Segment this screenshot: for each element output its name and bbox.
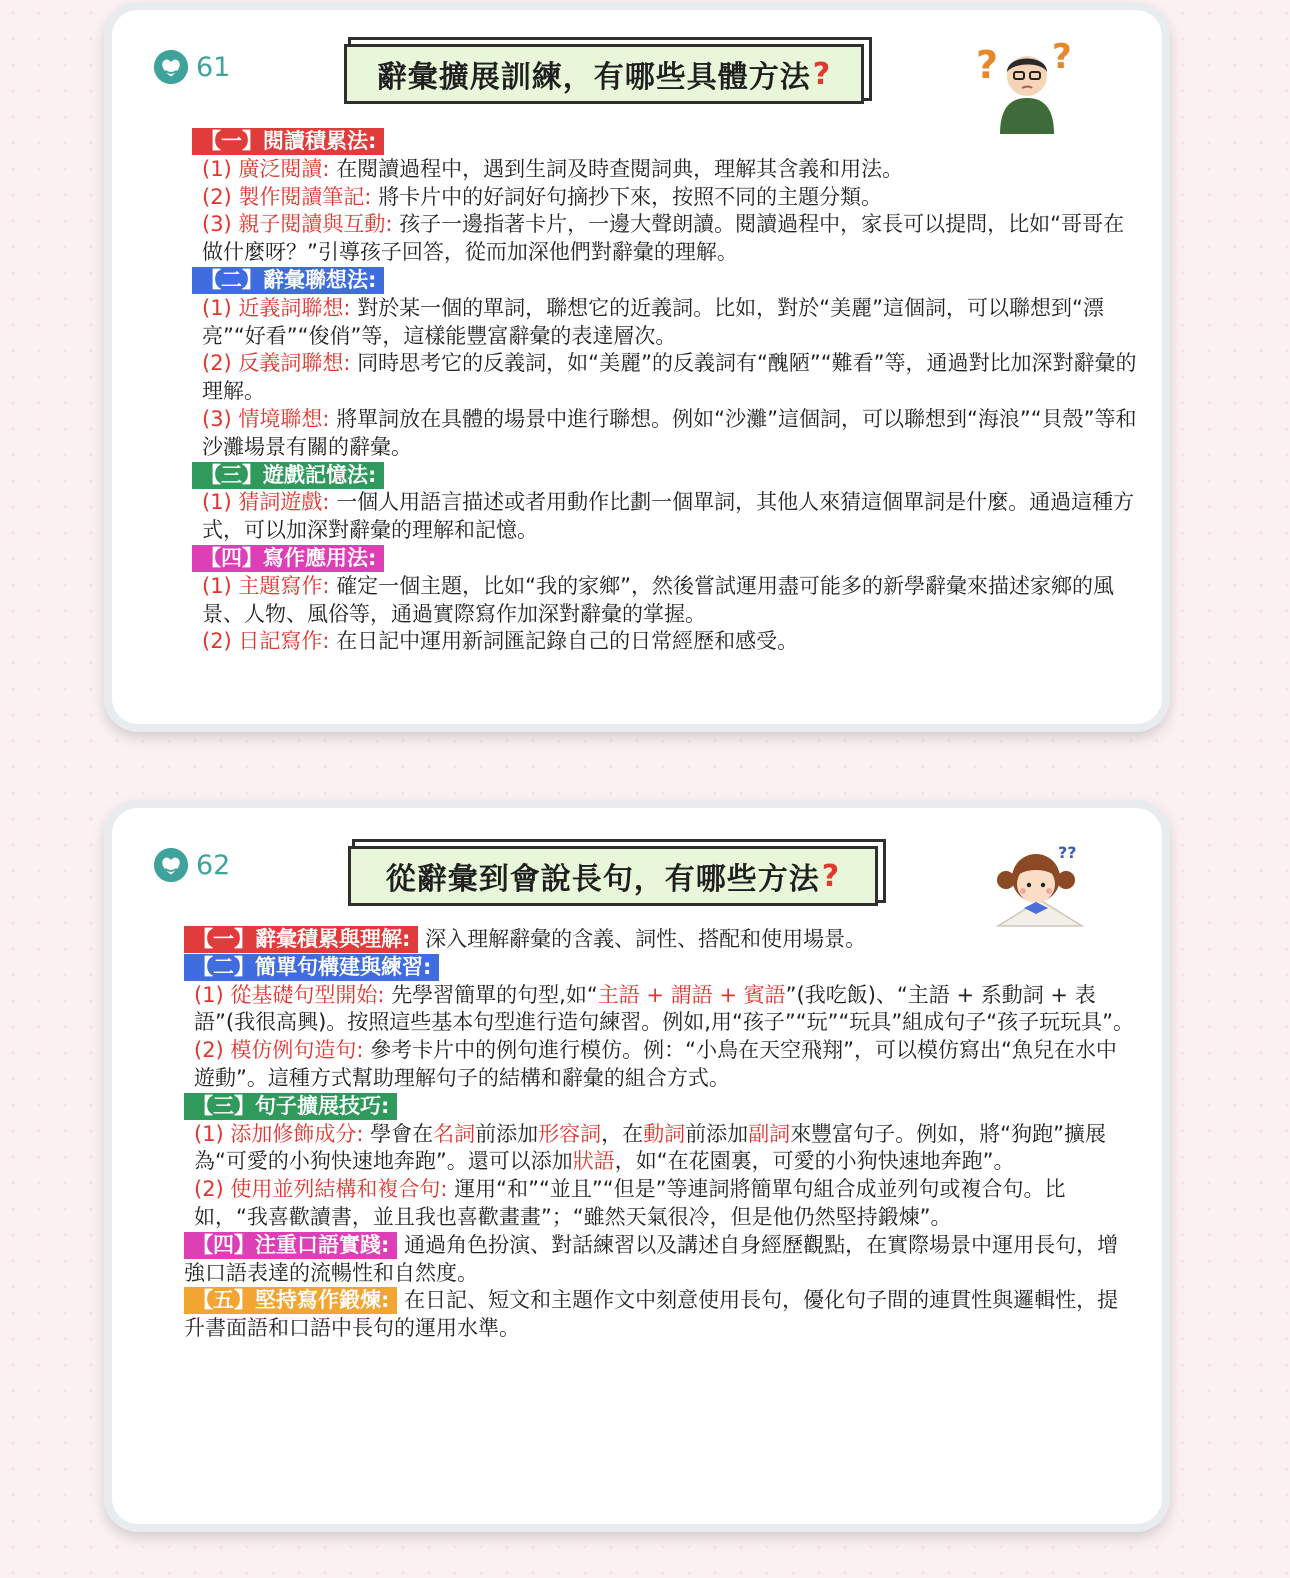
list-item: (1) 近義詞聯想: 對於某一個的單詞，聯想它的近義詞。比如，對於“美麗”這個詞，可以聯想到“漂亮”“好看”“俊俏”等，這樣能豐富辭彙的表達層次。 [202,295,1104,348]
list-item: (1) 主題寫作: 確定一個主題，比如“我的家鄉”，然後嘗試運用盡可能多的新學辭彙來描述家鄉的風景、人物、風俗等，通過實際寫作加深對辭彙的掌握。 [202,573,1114,626]
card-number-badge [152,48,230,86]
card-61-content [192,128,1142,656]
title-text: 從辭彙到會說長句，有哪些方法 [385,862,820,897]
section-heading-1: 【一】閱讀積累法: [192,128,384,155]
section-heading-4: 【四】寫作應用法: [192,545,384,572]
page-title [344,44,864,104]
heart-badge-icon [152,846,190,884]
section-1-text: 深入理解辭彙的含義、詞性、搭配和使用場景。 [425,927,867,951]
section-heading-3: 【三】遊戲記憶法: [192,462,384,489]
title-text: 辭彙擴展訓練，有哪些具體方法 [376,60,811,95]
section-4-text: 通過角色扮演、對話練習以及講述自身經歷觀點，在實際場景中運用長句，增強口語表達的流暢性和自然度。 [184,1232,1119,1285]
card-number: 61 [196,51,231,83]
thinking-girl-icon [992,836,1088,930]
svg-text:??: ?? [1058,843,1077,862]
card-number-badge [152,846,230,884]
question-mark: ? [821,858,841,894]
section-heading-2: 【二】簡單句構建與練習: [184,954,439,981]
list-item: (3) 情境聯想: 將單詞放在具體的場景中進行聯想。例如“沙灘”這個詞，可以聯想到“海浪”“貝殼”等和沙灘場景有關的辭彙。 [202,406,1137,459]
section-5-text: 在日記、短文和主題作文中刻意使用長句，優化句子間的連貫性與邏輯性，提升書面語和口語中長句的運用水準。 [184,1288,1119,1341]
section-heading-3: 【三】句子擴展技巧: [184,1093,397,1120]
section-heading-1: 【一】辭彙積累與理解: [184,926,418,953]
list-item: (1) 添加修飾成分: 學會在名詞前添加形容詞，在動詞前添加副詞來豐富句子。例如，將“狗跑”擴展為“可愛的小狗快速地奔跑”。還可以添加狀語，如“在花園裏，可愛的小狗快速地奔跑”。 [194,1121,1106,1174]
card-62-content [184,926,1134,1343]
page-title [348,846,878,906]
svg-text:?: ? [976,43,999,87]
list-item: (2) 日記寫作: 在日記中運用新詞匯記錄自己的日常經歷和感受。 [202,629,799,654]
card-61 [112,10,1162,724]
section-heading-2: 【二】辭彙聯想法: [192,267,384,294]
list-item: (1) 猜詞遊戲: 一個人用語言描述或者用動作比劃一個單詞，其他人來猜這個單詞是什麼。通過這種方式，可以加深對辭彙的理解和記憶。 [202,490,1135,543]
list-item: (3) 親子閱讀與互動: 孩子一邊指著卡片，一邊大聲朗讀。閱讀過程中，家長可以提問，比如“哥哥在做什麼呀？”引導孩子回答，從而加深他們對辭彙的理解。 [202,212,1125,265]
list-item: (2) 使用並列結構和複合句: 運用“和”“並且”“但是”等連詞將簡單句組合成並列句或複合句。比如，“我喜歡讀書，並且我也喜歡畫畫”；“雖然天氣很冷，但是他仍然堅持鍛煉”。 [194,1177,1066,1229]
heart-badge-icon [152,48,190,86]
card-number: 62 [196,849,231,881]
list-item: (2) 模仿例句造句: 參考卡片中的例句進行模仿。例：“小鳥在天空飛翔”，可以模仿寫出“魚兒在水中遊動”。這種方式幫助理解句子的結構和辭彙的組合方式。 [194,1038,1117,1090]
section-heading-4: 【四】注重口語實踐: [184,1232,397,1259]
svg-text:?: ? [1052,37,1072,77]
list-item: (1) 廣泛閱讀: 在閱讀過程中，遇到生詞及時查閱詞典，理解其含義和用法。 [202,156,904,181]
section-heading-5: 【五】堅持寫作鍛煉: [184,1287,397,1314]
card-62 [112,808,1162,1524]
list-item: (2) 反義詞聯想: 同時思考它的反義詞，如“美麗”的反義詞有“醜陋”“難看”等，通過對比加深對辭彙的理解。 [202,351,1137,404]
question-mark: ? [812,56,832,92]
list-item: (2) 製作閱讀筆記: 將卡片中的好詞好句摘抄下來，按照不同的主題分類。 [202,184,883,209]
confused-boy-icon [972,34,1082,134]
list-item: (1) 從基礎句型開始: 先學習簡單的句型,如“主語 + 謂語 + 賓語”(我吃飯)、“主語 + 系動詞 + 表語”(我很高興)。按照這些基本句型進行造句練習。例如,用“孩子”“玩”“玩具”組成句子“孩子玩玩具”。 [194,982,1134,1035]
